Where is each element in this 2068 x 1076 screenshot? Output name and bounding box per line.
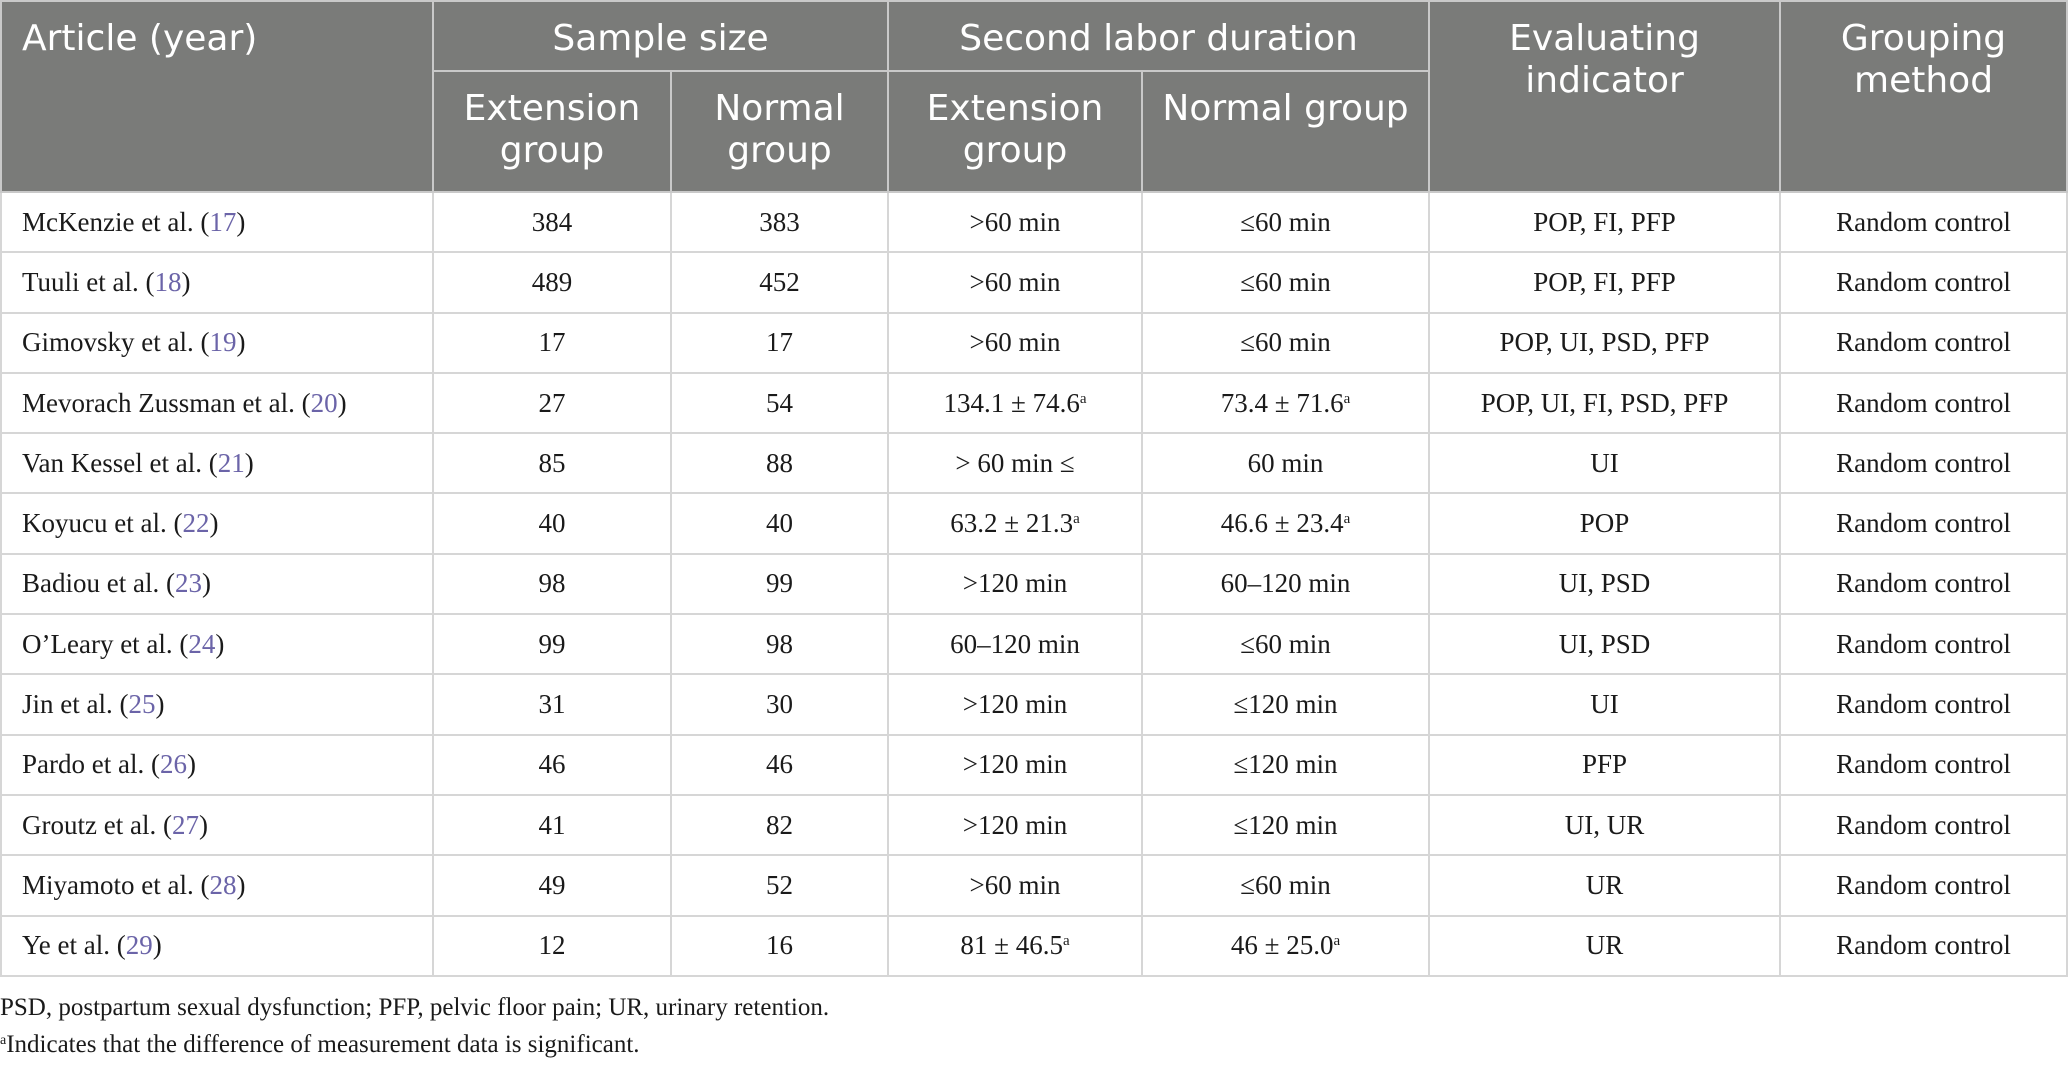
table-row: [1, 373, 2067, 433]
table-row: [1, 614, 2067, 674]
duration-value: 134.1 ± 74.6: [943, 387, 1080, 418]
cell-evaluating-indicator: UI: [1429, 433, 1780, 493]
footnote-significance-text: Indicates that the difference of measurement data is significant.: [6, 1030, 640, 1058]
table-row: [1, 916, 2067, 976]
cell-extension-duration: [888, 252, 1142, 312]
duration-value: ≤60 min: [1240, 628, 1331, 659]
duration-value: >120 min: [962, 809, 1068, 840]
cell-article: Jin et al. (25): [1, 674, 433, 734]
duration-value: >60 min: [969, 206, 1061, 237]
article-author: Mevorach Zussman et al.: [22, 387, 295, 418]
reference-link[interactable]: 18: [154, 266, 182, 297]
duration-value: >120 min: [962, 749, 1068, 780]
cell-extension-sample: 27: [433, 373, 671, 433]
cell-normal-duration: [1142, 855, 1429, 915]
cell-article: Mevorach Zussman et al. (20): [1, 373, 433, 433]
cell-grouping-method: Random control: [1780, 192, 2067, 252]
cell-extension-duration: [888, 433, 1142, 493]
cell-normal-sample: 17: [671, 313, 888, 373]
cell-normal-sample: 452: [671, 252, 888, 312]
cell-extension-duration: [888, 916, 1142, 976]
article-author: Jin et al.: [22, 689, 113, 720]
cell-extension-duration: [888, 855, 1142, 915]
duration-value: ≤120 min: [1233, 809, 1338, 840]
duration-value: > 60 min ≤: [955, 447, 1075, 478]
reference-link[interactable]: 17: [209, 206, 237, 237]
table-footnotes: [0, 989, 2066, 1063]
cell-grouping-method: Random control: [1780, 735, 2067, 795]
cell-extension-sample: 384: [433, 192, 671, 252]
header-sample-size: Sample size: [433, 1, 888, 71]
table-row: [1, 313, 2067, 373]
duration-value: ≤60 min: [1240, 266, 1331, 297]
cell-grouping-method: Random control: [1780, 795, 2067, 855]
reference-link[interactable]: 24: [188, 628, 216, 659]
header-duration-extension-group: Extension group: [888, 71, 1142, 192]
table-row: [1, 252, 2067, 312]
article-author: Miyamoto et al.: [22, 869, 194, 900]
cell-evaluating-indicator: POP, FI, PFP: [1429, 192, 1780, 252]
duration-value: 63.2 ± 21.3: [950, 508, 1074, 539]
cell-evaluating-indicator: POP, FI, PFP: [1429, 252, 1780, 312]
duration-value: 46.6 ± 23.4: [1220, 508, 1344, 539]
cell-extension-sample: 12: [433, 916, 671, 976]
cell-extension-sample: 46: [433, 735, 671, 795]
duration-value: 60–120 min: [1220, 568, 1351, 599]
cell-normal-duration: [1142, 373, 1429, 433]
cell-grouping-method: Random control: [1780, 855, 2067, 915]
cell-normal-sample: 52: [671, 855, 888, 915]
article-author: Groutz et al.: [22, 809, 157, 840]
cell-grouping-method: Random control: [1780, 674, 2067, 734]
cell-normal-duration: [1142, 674, 1429, 734]
cell-normal-sample: 82: [671, 795, 888, 855]
cell-evaluating-indicator: UR: [1429, 916, 1780, 976]
cell-grouping-method: Random control: [1780, 433, 2067, 493]
header-evaluating-indicator: Evaluating indicator: [1429, 1, 1780, 192]
header-grouping-method: Grouping method: [1780, 1, 2067, 192]
cell-evaluating-indicator: UI, UR: [1429, 795, 1780, 855]
cell-article: Badiou et al. (23): [1, 554, 433, 614]
cell-grouping-method: Random control: [1780, 916, 2067, 976]
significance-marker: a: [1062, 933, 1070, 950]
cell-article: McKenzie et al. (17): [1, 192, 433, 252]
cell-normal-duration: [1142, 916, 1429, 976]
cell-article: Miyamoto et al. (28): [1, 855, 433, 915]
table-row: [1, 192, 2067, 252]
cell-extension-sample: 40: [433, 493, 671, 553]
significance-marker: a: [1333, 933, 1341, 950]
cell-grouping-method: Random control: [1780, 554, 2067, 614]
cell-normal-duration: [1142, 614, 1429, 674]
duration-value: ≤60 min: [1240, 327, 1331, 358]
reference-link[interactable]: 29: [125, 930, 153, 961]
header-sample-normal-group: Normal group: [671, 71, 888, 192]
cell-article: Ye et al. (29): [1, 916, 433, 976]
cell-evaluating-indicator: POP: [1429, 493, 1780, 553]
header-sample-extension-group: Extension group: [433, 71, 671, 192]
cell-extension-sample: 99: [433, 614, 671, 674]
duration-value: >60 min: [969, 327, 1061, 358]
cell-normal-duration: [1142, 433, 1429, 493]
header-duration-normal-group: Normal group: [1142, 71, 1429, 192]
cell-evaluating-indicator: UI, PSD: [1429, 614, 1780, 674]
article-author: Tuuli et al.: [22, 266, 139, 297]
article-author: McKenzie et al.: [22, 206, 194, 237]
significance-marker: a: [1073, 511, 1080, 528]
cell-extension-duration: [888, 313, 1142, 373]
table-header: [1, 1, 2067, 192]
reference-link[interactable]: 27: [171, 809, 199, 840]
table-body: [1, 192, 2067, 976]
footnote-abbreviations: PSD, postpartum sexual dysfunction; PFP, pelvic floor pain; UR, urinary retention.: [0, 993, 830, 1021]
cell-extension-duration: [888, 795, 1142, 855]
cell-extension-duration: [888, 614, 1142, 674]
cell-evaluating-indicator: UR: [1429, 855, 1780, 915]
significance-marker: a: [1079, 390, 1087, 407]
cell-normal-duration: [1142, 192, 1429, 252]
cell-extension-duration: [888, 192, 1142, 252]
header-second-labor-duration: Second labor duration: [888, 1, 1429, 71]
table-row: [1, 674, 2067, 734]
reference-link[interactable]: 20: [310, 387, 338, 418]
cell-evaluating-indicator: POP, UI, PSD, PFP: [1429, 313, 1780, 373]
duration-value: ≤60 min: [1240, 206, 1331, 237]
article-author: O’Leary et al.: [22, 628, 173, 659]
duration-value: 46 ± 25.0: [1230, 930, 1334, 961]
cell-grouping-method: Random control: [1780, 313, 2067, 373]
cell-extension-sample: 85: [433, 433, 671, 493]
cell-normal-duration: [1142, 795, 1429, 855]
duration-value: ≤120 min: [1233, 749, 1338, 780]
duration-value: >60 min: [969, 869, 1061, 900]
footnote-significance: [0, 1026, 2066, 1063]
reference-link[interactable]: 22: [182, 508, 210, 539]
duration-value: 81 ± 46.5: [960, 930, 1063, 961]
cell-normal-sample: 16: [671, 916, 888, 976]
table-row: [1, 433, 2067, 493]
duration-value: >120 min: [962, 568, 1068, 599]
cell-article: Pardo et al. (26): [1, 735, 433, 795]
duration-value: >60 min: [969, 266, 1061, 297]
cell-article: O’Leary et al. (24): [1, 614, 433, 674]
cell-extension-duration: [888, 735, 1142, 795]
cell-extension-sample: 98: [433, 554, 671, 614]
article-author: Pardo et al.: [22, 749, 145, 780]
cell-normal-sample: 383: [671, 192, 888, 252]
cell-normal-sample: 88: [671, 433, 888, 493]
table-row: [1, 554, 2067, 614]
cell-evaluating-indicator: UI, PSD: [1429, 554, 1780, 614]
cell-extension-duration: [888, 674, 1142, 734]
cell-grouping-method: Random control: [1780, 614, 2067, 674]
cell-normal-sample: 54: [671, 373, 888, 433]
significance-marker: a: [1343, 390, 1351, 407]
cell-article: Van Kessel et al. (21): [1, 433, 433, 493]
cell-extension-sample: 31: [433, 674, 671, 734]
cell-normal-duration: [1142, 735, 1429, 795]
cell-normal-sample: 40: [671, 493, 888, 553]
cell-extension-sample: 41: [433, 795, 671, 855]
cell-article: Tuuli et al. (18): [1, 252, 433, 312]
footnote-marker: a: [0, 1032, 7, 1048]
cell-normal-duration: [1142, 554, 1429, 614]
cell-normal-sample: 99: [671, 554, 888, 614]
cell-normal-sample: 98: [671, 614, 888, 674]
table-row: [1, 795, 2067, 855]
article-author: Gimovsky et al.: [22, 327, 194, 358]
cell-extension-sample: 49: [433, 855, 671, 915]
article-author: Ye et al.: [22, 930, 111, 961]
cell-article: Groutz et al. (27): [1, 795, 433, 855]
cell-grouping-method: Random control: [1780, 373, 2067, 433]
reference-link[interactable]: 26: [159, 749, 187, 780]
article-author: Van Kessel et al.: [22, 447, 202, 478]
article-author: Koyucu et al.: [22, 508, 167, 539]
cell-extension-sample: 489: [433, 252, 671, 312]
cell-evaluating-indicator: PFP: [1429, 735, 1780, 795]
header-article: Article (year): [1, 1, 433, 192]
significance-marker: a: [1343, 511, 1351, 528]
cell-normal-sample: 46: [671, 735, 888, 795]
cell-evaluating-indicator: UI: [1429, 674, 1780, 734]
duration-value: 60 min: [1247, 447, 1324, 478]
duration-value: ≤120 min: [1233, 689, 1338, 720]
duration-value: ≤60 min: [1240, 869, 1331, 900]
cell-extension-sample: 17: [433, 313, 671, 373]
reference-link[interactable]: 23: [174, 568, 202, 599]
table-row: [1, 855, 2067, 915]
cell-normal-duration: [1142, 252, 1429, 312]
cell-extension-duration: [888, 493, 1142, 553]
table-row: [1, 735, 2067, 795]
cell-extension-duration: [888, 554, 1142, 614]
cell-extension-duration: [888, 373, 1142, 433]
duration-value: 73.4 ± 71.6: [1220, 387, 1344, 418]
cell-article: Gimovsky et al. (19): [1, 313, 433, 373]
reference-link[interactable]: 21: [217, 447, 245, 478]
reference-link[interactable]: 19: [209, 327, 237, 358]
reference-link[interactable]: 28: [209, 869, 237, 900]
article-author: Badiou et al.: [22, 568, 160, 599]
duration-value: 60–120 min: [950, 628, 1080, 659]
cell-grouping-method: Random control: [1780, 493, 2067, 553]
cell-normal-sample: 30: [671, 674, 888, 734]
reference-link[interactable]: 25: [128, 689, 156, 720]
duration-value: >120 min: [962, 689, 1068, 720]
cell-normal-duration: [1142, 493, 1429, 553]
cell-article: Koyucu et al. (22): [1, 493, 433, 553]
cell-grouping-method: Random control: [1780, 252, 2067, 312]
cell-evaluating-indicator: POP, UI, FI, PSD, PFP: [1429, 373, 1780, 433]
cell-normal-duration: [1142, 313, 1429, 373]
table-row: [1, 493, 2067, 553]
